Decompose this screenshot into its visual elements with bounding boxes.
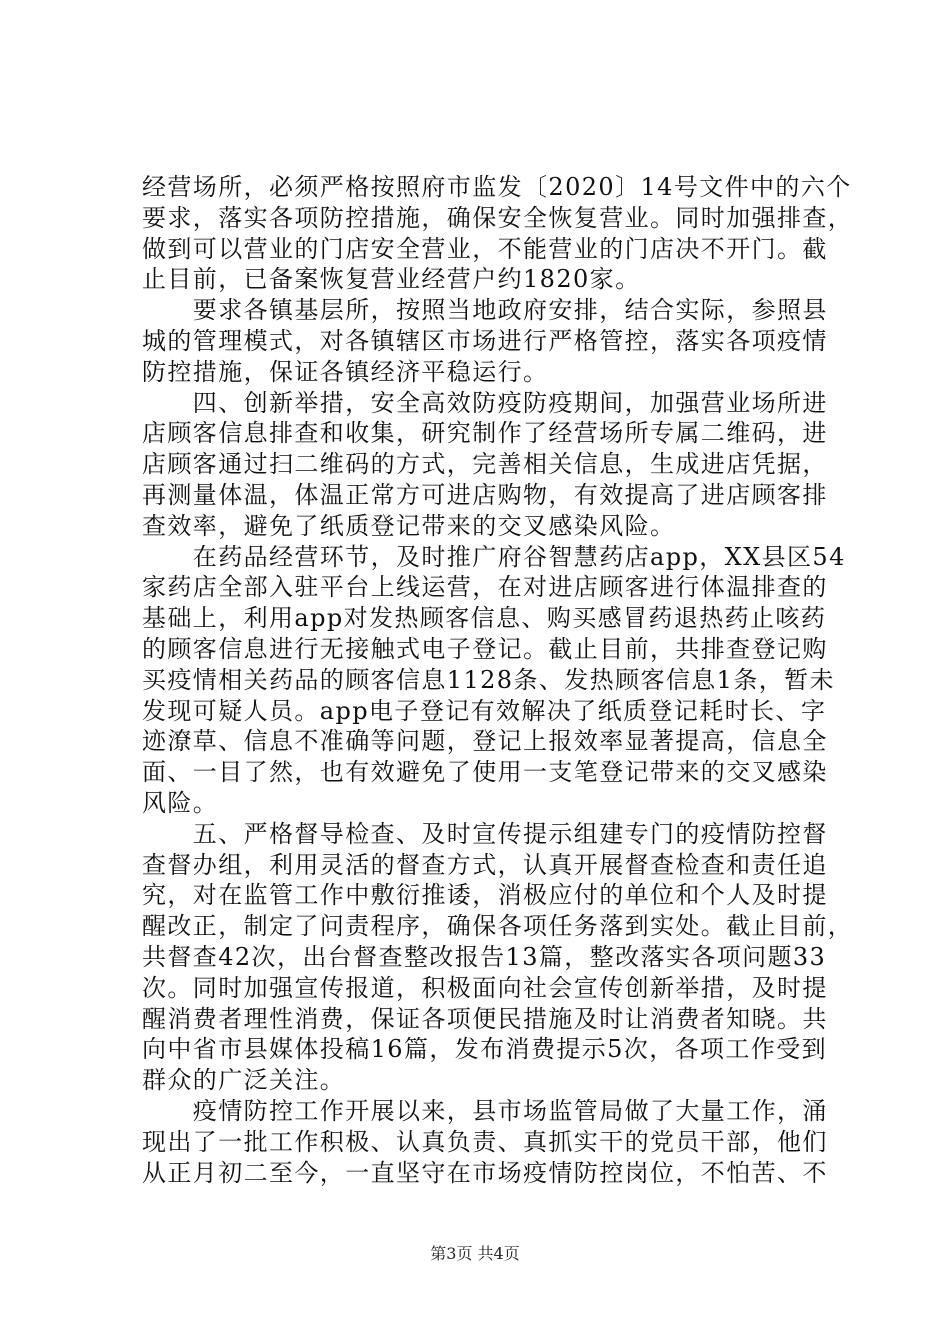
text-line: 止目前，已备案恢复营业经营户约1820家。 xyxy=(142,265,641,294)
text-line: 醒消费者理性消费，保证各项便民措施及时让消费者知晓。共 xyxy=(142,1004,828,1033)
text-line: 现出了一批工作积极、认真负责、真抓实干的党员干部，他们 xyxy=(142,1127,828,1156)
text-line: 群众的广泛关注。 xyxy=(142,1066,346,1095)
text-line: 迹潦草、信息不准确等问题，登记上报效率显著提高，信息全 xyxy=(142,727,828,756)
text-line: 家药店全部入驻平台上线运营，在对进店顾客进行体温排查的 xyxy=(142,573,828,602)
text-line: 四、创新举措，安全高效防疫防疫期间，加强营业场所进 xyxy=(142,388,828,417)
text-line: 次。同时加强宣传报道，积极面向社会宣传创新举措，及时提 xyxy=(142,973,828,1002)
text-line: 要求各镇基层所，按照当地政府安排，结合实际，参照县 xyxy=(142,296,828,325)
page-footer: 第3页 共4页 xyxy=(430,1244,520,1263)
text-line: 疫情防控工作开展以来，县市场监管局做了大量工作，涌 xyxy=(142,1096,828,1125)
text-line: 店顾客信息排查和收集，研究制作了经营场所专属二维码，进 xyxy=(142,419,828,448)
text-line: 醒改正，制定了问责程序，确保各项任务落到实处。截止目前， xyxy=(142,912,854,941)
text-line: 经营场所，必须严格按照府市监发〔2020〕14号文件中的六个 xyxy=(142,173,852,201)
text-line: 要求，落实各项防控措施，确保安全恢复营业。同时加强排查， xyxy=(142,203,854,232)
text-line: 面、一目了然，也有效避免了使用一支笔登记带来的交叉感染 xyxy=(142,758,828,787)
text-line: 从正月初二至今，一直坚守在市场疫情防控岗位，不怕苦、不 xyxy=(142,1158,828,1187)
text-line: 风险。 xyxy=(142,788,219,817)
text-line: 的顾客信息进行无接触式电子登记。截止目前，共排查登记购 xyxy=(142,634,828,663)
text-line: 在药品经营环节，及时推广府谷智慧药店app，XX县区54 xyxy=(142,542,846,571)
text-line: 究，对在监管工作中敷衍推诿，消极应付的单位和个人及时提 xyxy=(142,881,828,910)
text-line: 店顾客通过扫二维码的方式，完善相关信息，生成进店凭据， xyxy=(142,450,828,479)
text-line: 买疫情相关药品的顾客信息1128条、发热顾客信息1条，暂未 xyxy=(142,665,835,694)
text-line: 再测量体温，体温正常方可进店购物，有效提高了进店顾客排 xyxy=(142,480,828,509)
text-line: 发现可疑人员。app电子登记有效解决了纸质登记耗时长、字 xyxy=(142,696,827,725)
text-line: 查效率，避免了纸质登记带来的交叉感染风险。 xyxy=(142,511,676,540)
text-line: 做到可以营业的门店安全营业，不能营业的门店决不开门。截 xyxy=(142,234,828,263)
text-line: 共督查42次，出台督查整改报告13篇，整改落实各项问题33 xyxy=(142,942,827,971)
body-text xyxy=(142,172,854,1188)
text-line: 防控措施，保证各镇经济平稳运行。 xyxy=(142,357,549,386)
text-line: 查督办组，利用灵活的督查方式，认真开展督查检查和责任追 xyxy=(142,850,828,879)
text-line: 五、严格督导检查、及时宣传提示组建专门的疫情防控督 xyxy=(142,819,828,848)
text-line: 基础上，利用app对发热顾客信息、购买感冒药退热药止咳药 xyxy=(142,604,827,633)
text-line: 向中省市县媒体投稿16篇，发布消费提示5次，各项工作受到 xyxy=(142,1035,828,1064)
text-line: 城的管理模式，对各镇辖区市场进行严格管控，落实各项疫情 xyxy=(142,326,828,355)
